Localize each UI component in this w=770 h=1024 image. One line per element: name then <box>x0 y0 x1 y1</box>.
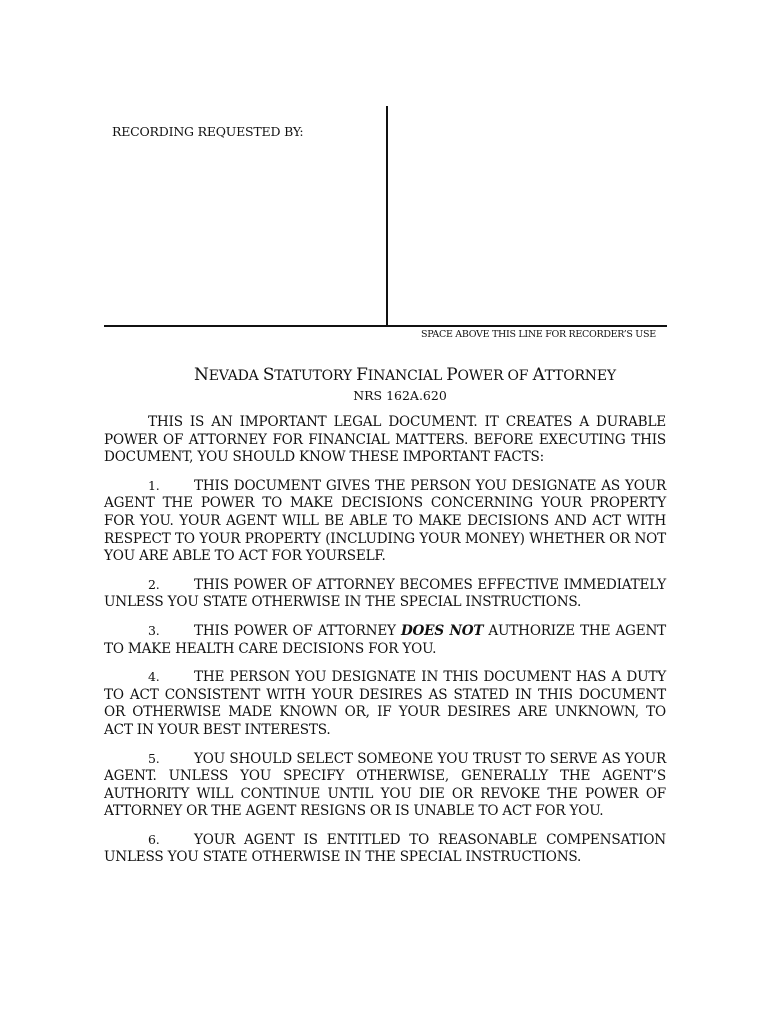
recording-box <box>104 106 667 326</box>
item-text: YOUR AGENT IS ENTITLED TO REASONABLE COMPENSATION UNLESS YOU STATE OTHERWISE IN THE SPECIAL INSTRUCTIONS. <box>104 831 666 866</box>
title-word: OWER OF <box>457 368 533 384</box>
item-number: 4. <box>148 669 160 685</box>
document-title <box>0 365 770 385</box>
fact-item-1 <box>104 477 666 566</box>
intro-paragraph: THIS IS AN IMPORTANT LEGAL DOCUMENT. IT CREATES A DURABLE POWER OF ATTORNEY FOR FINANCIAL MATTERS. BEFORE EXECUTING THIS DOCUMENT, YOU SHOULD KNOW THESE IMPORTANT FACTS: <box>104 414 666 466</box>
recording-requested-label: RECORDING REQUESTED BY: <box>112 124 304 139</box>
title-initial: P <box>446 365 458 385</box>
title-initial: A <box>532 365 545 385</box>
fact-item-2 <box>104 576 666 612</box>
statute-reference: NRS 162A.620 <box>353 388 447 403</box>
item-number: 2. <box>148 576 160 592</box>
item-text: YOU SHOULD SELECT SOMEONE YOU TRUST TO SERVE AS YOUR AGENT. UNLESS YOU SPECIFY OTHERWISE, GENERALLY THE AGENT’S AUTHORITY WILL CONTINUE UNTIL YOU DIE OR REVOKE THE POWER OF ATTORNEY OR THE AGENT RESIGNS OR IS UNABLE TO ACT FOR YOU. <box>104 750 666 820</box>
item-text: THIS POWER OF ATTORNEY BECOMES EFFECTIVE IMMEDIATELY UNLESS YOU STATE OTHERWISE IN THE SPECIAL INSTRUCTIONS. <box>104 576 666 611</box>
title-word: TATUTORY <box>274 368 357 384</box>
recorder-horizontal-divider <box>104 325 667 327</box>
fact-item-3 <box>104 622 666 658</box>
title-initial: N <box>194 365 209 385</box>
title-initial: S <box>262 365 275 385</box>
item-number: 5. <box>148 750 160 766</box>
fact-item-5 <box>104 750 666 821</box>
fact-item-4 <box>104 668 666 739</box>
item-text: THE PERSON YOU DESIGNATE IN THIS DOCUMENT HAS A DUTY TO ACT CONSISTENT WITH YOUR DESIRES AS STATED IN THIS DOCUMENT OR OTHERWISE MADE KNOWN OR, IF YOUR DESIRES ARE UNKNOWN, TO ACT IN YOUR BEST INTERESTS. <box>104 669 666 738</box>
item-text: THIS DOCUMENT GIVES THE PERSON YOU DESIGNATE AS YOUR AGENT THE POWER TO MAKE DECISIONS CONCERNING YOUR PROPERTY FOR YOU. YOUR AGENT WILL BE ABLE TO MAKE DECISIONS AND ACT WITH RESPECT TO YOUR PROPERTY (INCLUDING YOUR MONEY) WHETHER OR NOT YOU ARE ABLE TO ACT FOR YOURSELF. <box>104 477 666 565</box>
item-number: 3. <box>148 622 160 638</box>
title-initial: F <box>356 365 368 385</box>
recorder-vertical-divider <box>386 106 388 327</box>
document-body <box>104 414 666 877</box>
title-word: INANCIAL <box>367 368 447 384</box>
fact-item-6 <box>104 831 666 867</box>
item-number: 6. <box>148 831 160 847</box>
item-text: THIS POWER OF ATTORNEY <box>194 622 401 639</box>
item-text: AUTHORIZE THE AGENT TO MAKE HEALTH CARE DECISIONS FOR YOU. <box>104 622 667 657</box>
emphasis-does-not: DOES NOT <box>400 622 484 639</box>
title-word: TTORNEY <box>544 368 616 384</box>
item-number: 1. <box>148 477 160 493</box>
title-word: EVADA <box>208 368 263 384</box>
recorder-use-note: SPACE ABOVE THIS LINE FOR RECORDER’S USE <box>421 329 656 340</box>
